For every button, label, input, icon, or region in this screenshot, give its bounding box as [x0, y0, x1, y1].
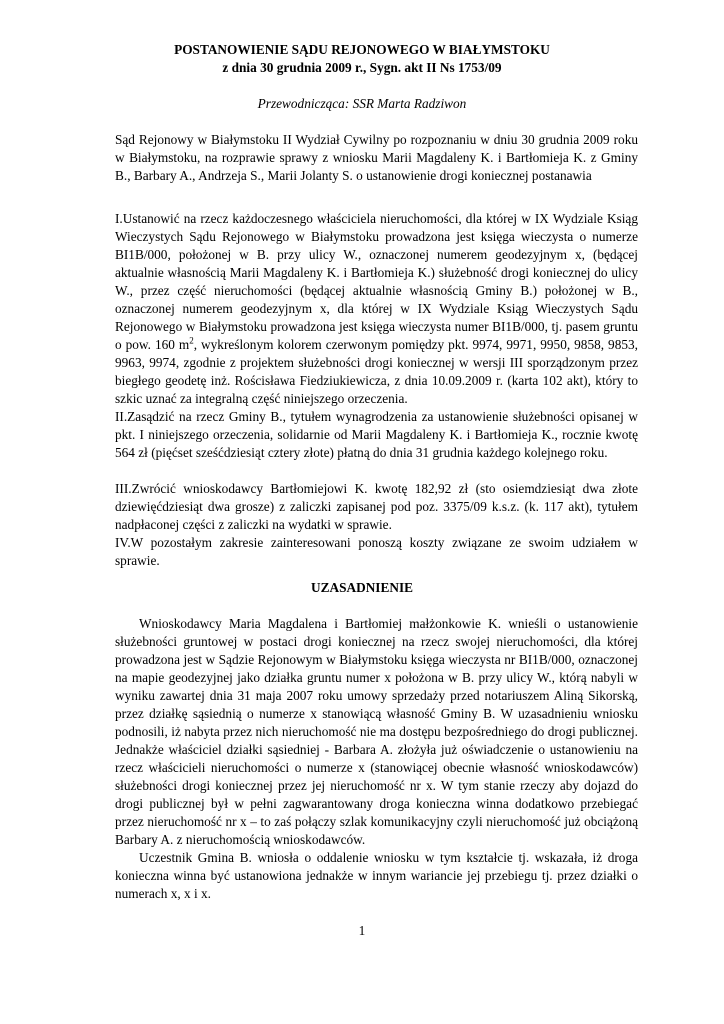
- justification-paragraph-1: Wnioskodawcy Maria Magdalena i Bartłomiej małżonkowie K. wnieśli o ustanowienie służebności gruntowej w postaci drogi koniecznej na rzecz swojej nieruchomości, dla której prowadzona jest w Sądzie Rejonowym w Białymstoku księga wieczysta nr BI1B/000, oznaczonej na mapie geodezyjnej jako działka gruntu numer x położona w B. przy ulicy W., którą nabyli w wyniku zawartej dnia 31 maja 2007 roku umowy sprzedaży przed notariuszem Aliną Sikorską, przez działkę sąsiednią o numerze x stanowiącą własność Gminy B. W uzasadnieniu wniosku podnosili, iż nabyta przez nich nieruchomość nie ma dostępu bezpośredniego do drogi publicznej. Jednakże właściciel działki sąsiedniej - Barbara A. złożyła już oświadczenie o ustanowieniu na rzecz właścicieli nieruchomości o numerze x (stanowiącej obecnie własność wnioskodawców) służebności drogi koniecznej przez jej nieruchomość nr x. W tym stanie rzeczy aby dojazd do drogi publicznej był w pełni zagwarantowany droga konieczna winna dodatkowo przebiegać przez nieruchomość nr x – to zaś połączy szlak komunikacyjny czyli nieruchomość już obciążoną Barbary A. z nieruchomością wnioskodawców.: [115, 616, 638, 847]
- ruling-point-4: IV.W pozostałym zakresie zainteresowani ponoszą koszty związane ze swoim udziałem w sprawie.: [115, 535, 638, 568]
- page-number: 1: [358, 923, 366, 938]
- presiding-judge: Przewodnicząca: SSR Marta Radziwon: [257, 96, 467, 111]
- justification-paragraph-2: Uczestnik Gmina B. wniosła o oddalenie wniosku w tym kształcie tj. wskazała, iż droga konieczna winna być ustanowiona jednakże w innym wariancie jej przebiegu tj. przez działki o numerach x, x i x.: [115, 850, 638, 901]
- ruling-point-1-text-cont: , wykreślonym kolorem czerwonym pomiędzy pkt. 9974, 9971, 9950, 9858, 9853, 9963, 9974, zgodnie z projektem służebności drogi koniecznej w wersji III sporządzonym przez biegłego geodetę inż. Rościsława Fiedziukiewicza, z dnia 10.09.2009 r. (karta 102 akt), który to szkic uznać za integralną część niniejszego orzeczenia.: [115, 337, 638, 406]
- ruling-point-3: III.Zwrócić wnioskodawcy Bartłomiejowi K. kwotę 182,92 zł (sto osiemdziesiąt dwa złote dziewięćdziesiąt dwa grosze) z zaliczki zapisanej pod poz. 3375/09 k.s.z. (k. 117 akt), tytułem nadpłaconej części z zaliczki na wydatki w sprawie.: [115, 481, 638, 532]
- justification-heading: UZASADNIENIE: [311, 580, 413, 595]
- ruling-point-1-text: I.Ustanowić na rzecz każdoczesnego właściciela nieruchomości, dla której w IX Wydziale Ksiąg Wieczystych Sądu Rejonowego w Białymstoku prowadzona jest księga wieczysta o numerze BI1B/000, położonej w B. przy ulicy W., oznaczonej numerem geodezyjnym x, (będącej aktualnie własnością Marii Magdaleny K. i Bartłomieja K.) służebność drogi koniecznej do ulicy W., przez część nieruchomości (będącej aktualnie własnością Gminy B.) położonej w B., oznaczonej numerem geodezyjnym x, dla której w IX Wydziale Ksiąg Wieczystych Sądu Rejonowego w Białymstoku prowadzona jest księga wieczysta numer BI1B/000, tj. pasem gruntu o pow. 160 m: [115, 211, 638, 352]
- ruling-point-1-superscript: 2: [189, 335, 194, 346]
- intro-paragraph: Sąd Rejonowy w Białymstoku II Wydział Cywilny po rozpoznaniu w dniu 30 grudnia 2009 roku w Białymstoku, na rozprawie sprawy z wniosku Marii Magdaleny K. i Bartłomieja K. z Gminy B., Barbary A., Andrzeja S., Marii Jolanty S. o ustanowienie drogi koniecznej postanawia: [115, 132, 638, 183]
- document-title: POSTANOWIENIE SĄDU REJONOWEGO W BIAŁYMSTOKU: [174, 42, 550, 57]
- ruling-point-2: II.Zasądzić na rzecz Gminy B., tytułem wynagrodzenia za ustanowienie służebności opisanej w pkt. I niniejszego orzeczenia, solidarnie od Marii Magdaleny K. i Bartłomieja K., rocznie kwotę 564 zł (pięćset sześćdziesiąt cztery złote) płatną do dnia 31 grudnia każdego kolejnego roku.: [115, 409, 638, 460]
- document-subtitle: z dnia 30 grudnia 2009 r., Sygn. akt II Ns 1753/09: [222, 60, 502, 75]
- ruling-point-1: [115, 210, 638, 408]
